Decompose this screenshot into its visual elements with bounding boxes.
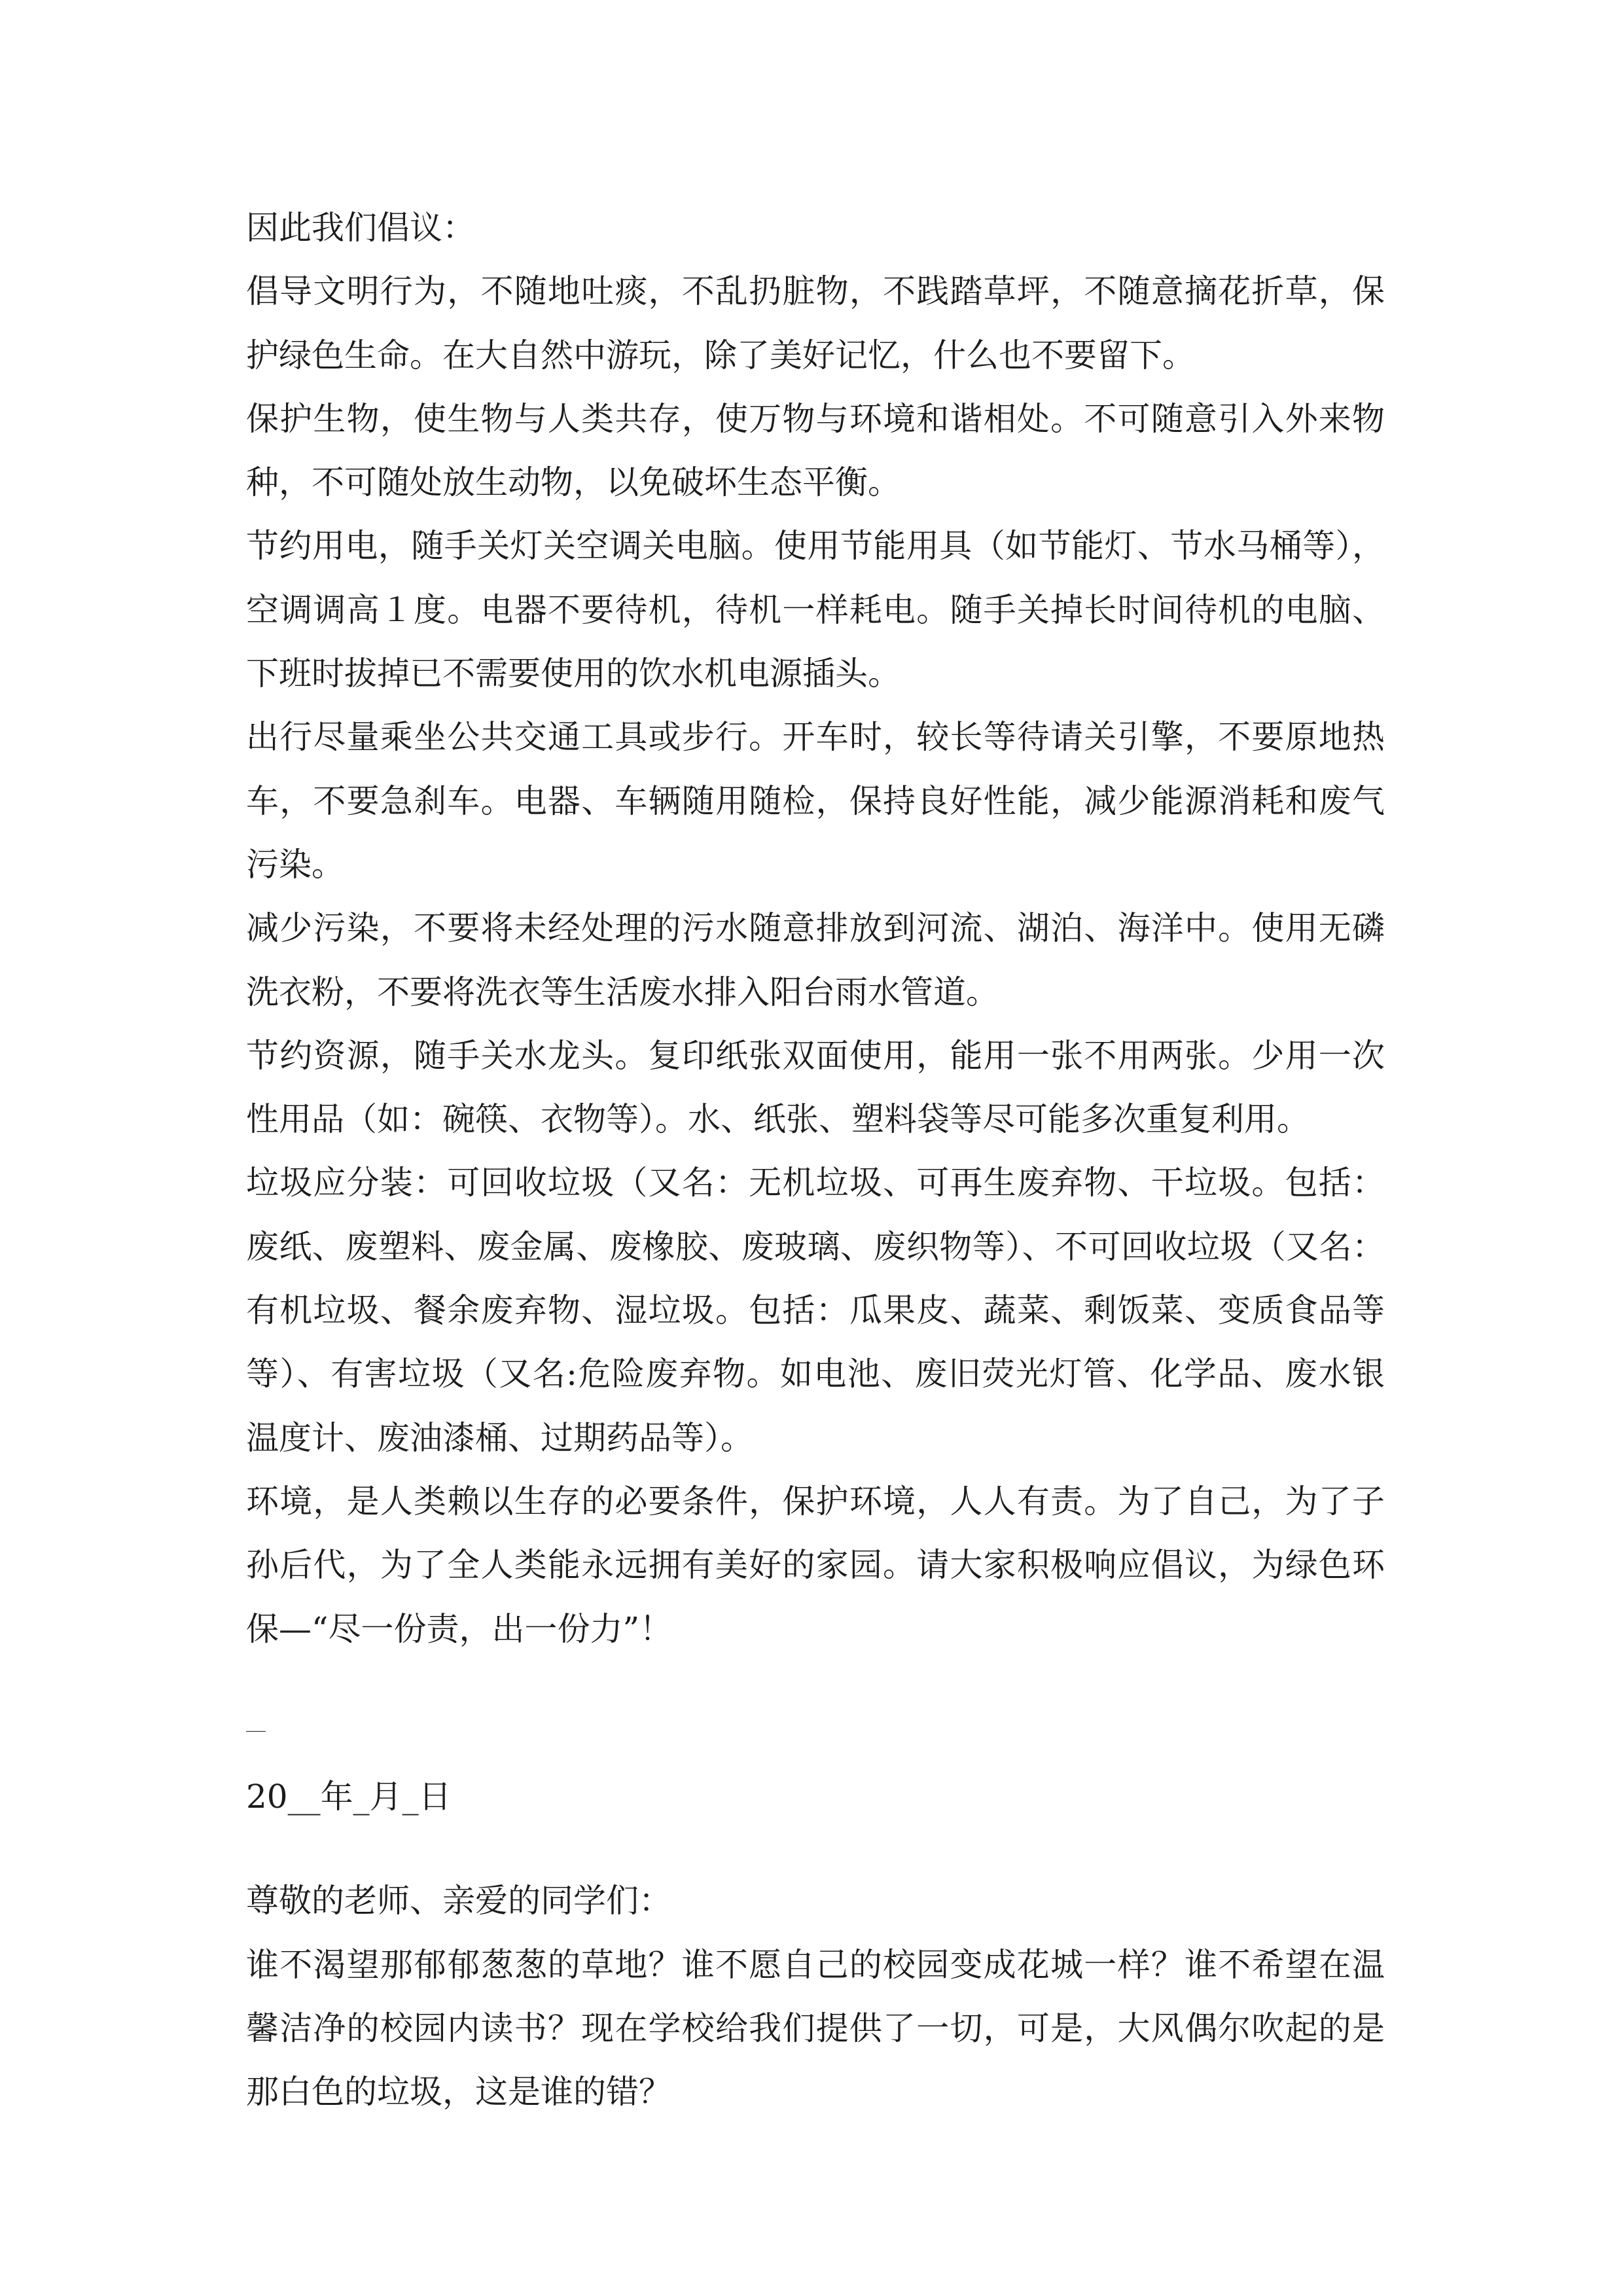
proposal-intro: 因此我们倡议： — [246, 209, 475, 247]
spacer — [246, 1661, 1385, 1702]
proposal-date: 20__年_月_日 — [246, 1778, 452, 1816]
proposal-paragraph-civility: 倡导文明行为，不随地吐痰，不乱扔脏物，不践踏草坪，不随意摘花折草，保护绿色生命。在大自然中游玩，除了美好记忆，什么也不要留下。 — [246, 272, 1385, 374]
document-body — [246, 196, 1385, 2125]
proposal-paragraph-waste-sorting: 垃圾应分装：可回收垃圾（又名：无机垃圾、可再生废弃物、干垃圾。包括：废纸、废塑料、废金属、废橡胶、废玻璃、废织物等）、不可回收垃圾（又名：有机垃圾、餐余废弃物、湿垃圾。包括：瓜果皮、蔬菜、剩饭菜、变质食品等等）、有害垃圾（又名:危险废弃物。如电池、废旧荧光灯管、化学品、废水银温度计、废油漆桶、过期药品等）。 — [246, 1164, 1385, 1457]
proposal-paragraph-electricity: 节约用电，随手关灯关空调关电脑。使用节能用具（如节能灯、节水马桶等），空调调高１度。电器不要待机，待机一样耗电。随手关掉长时间待机的电脑、下班时拔掉已不需要使用的饮水机电源插头。 — [246, 527, 1385, 693]
proposal-paragraph-transport: 出行尽量乘坐公共交通工具或步行。开车时，较长等待请关引擎，不要原地热车，不要急刹车。电器、车辆随用随检，保持良好性能，减少能源消耗和废气污染。 — [246, 718, 1385, 884]
proposal-paragraph-resources: 节约资源，随手关水龙头。复印纸张双面使用，能用一张不用两张。少用一次性用品（如：碗筷、衣物等）。水、纸张、塑料袋等尽可能多次重复利用。 — [246, 1036, 1385, 1139]
letter-body: 谁不渴望那郁郁葱葱的草地？谁不愿自己的校园变成花城一样？谁不希望在温馨洁净的校园内读书？现在学校给我们提供了一切，可是，大风偶尔吹起的是那白色的垃圾，这是谁的错？ — [246, 1945, 1385, 2111]
proposal-paragraph-biodiversity: 保护生物，使生物与人类共存，使万物与环境和谐相处。不可随意引入外来物种，不可随处放生动物，以免破坏生态平衡。 — [246, 399, 1385, 502]
spacer — [246, 1829, 1385, 1869]
letter-salutation: 尊敬的老师、亲爱的同学们： — [246, 1882, 671, 1920]
proposal-paragraph-pollution: 减少污染，不要将未经处理的污水随意排放到河流、湖泊、海洋中。使用无磷洗衣粉，不要将洗衣等生活废水排入阳台雨水管道。 — [246, 909, 1385, 1011]
signature-line — [246, 1702, 1385, 1765]
signature-line-text: __ — [246, 1709, 266, 1732]
proposal-paragraph-conclusion: 环境，是人类赖以生存的必要条件，保护环境，人人有责。为了自己，为了子孙后代，为了全人类能永远拥有美好的家园。请大家积极响应倡议，为绿色环保—“尽一份责，出一份力”！ — [246, 1482, 1385, 1648]
